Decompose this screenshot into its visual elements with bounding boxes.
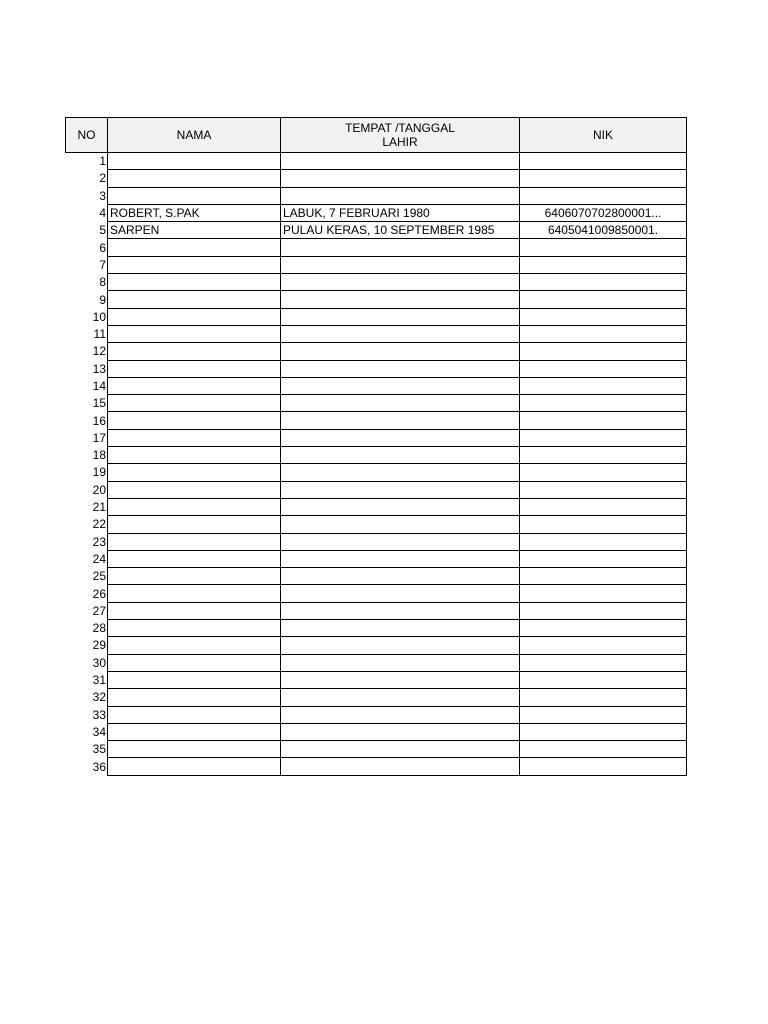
cell-nama[interactable] — [108, 464, 281, 481]
cell-nama[interactable] — [108, 274, 281, 291]
table-row — [66, 274, 687, 291]
cell-tempat-tanggal-lahir[interactable]: LABUK, 7 FEBRUARI 1980 — [281, 204, 520, 221]
table-row — [66, 447, 687, 464]
table-row — [66, 533, 687, 550]
cell-tempat-tanggal-lahir[interactable] — [281, 585, 520, 602]
cell-nama[interactable] — [108, 516, 281, 533]
row-number: 20 — [92, 482, 106, 497]
row-number: 30 — [92, 655, 106, 670]
cell-nik[interactable] — [520, 447, 687, 464]
row-number: 35 — [92, 742, 106, 757]
cell-tempat-tanggal-lahir[interactable] — [281, 481, 520, 498]
row-number: 24 — [92, 551, 106, 566]
cell-nik[interactable] — [520, 723, 687, 740]
header-row — [66, 118, 687, 153]
row-number: 36 — [92, 759, 106, 774]
cell-nik[interactable] — [520, 360, 687, 377]
cell-nik[interactable] — [520, 481, 687, 498]
table-row — [66, 222, 687, 239]
table-row — [66, 481, 687, 498]
cell-nik[interactable] — [520, 325, 687, 342]
cell-nama[interactable] — [108, 291, 281, 308]
cell-nama[interactable] — [108, 395, 281, 412]
cell-nik[interactable]: 6405041009850001. — [520, 222, 687, 239]
data-table — [65, 117, 687, 776]
row-number: 31 — [92, 673, 106, 688]
table-row — [66, 256, 687, 273]
cell-nik[interactable] — [520, 274, 687, 291]
table-body — [66, 153, 687, 776]
row-number: 29 — [92, 638, 106, 653]
cell-nama[interactable] — [108, 239, 281, 256]
cell-nama[interactable] — [108, 689, 281, 706]
row-number: 11 — [93, 327, 106, 342]
row-number: 26 — [92, 586, 106, 601]
row-number: 15 — [92, 396, 106, 411]
cell-nik[interactable] — [520, 689, 687, 706]
cell-nik[interactable] — [520, 377, 687, 394]
header-nama: NAMA — [108, 118, 281, 153]
row-number: 19 — [92, 465, 106, 480]
cell-nik[interactable] — [520, 654, 687, 671]
table-row — [66, 395, 687, 412]
cell-tempat-tanggal-lahir[interactable] — [281, 447, 520, 464]
cell-tempat-tanggal-lahir[interactable] — [281, 291, 520, 308]
cell-nik[interactable] — [520, 602, 687, 619]
row-number: 9 — [99, 292, 106, 307]
cell-nik[interactable] — [520, 239, 687, 256]
table-row — [66, 550, 687, 567]
row-number: 2 — [99, 171, 106, 186]
row-number: 32 — [92, 690, 106, 705]
cell-nik[interactable] — [520, 706, 687, 723]
cell-nama[interactable] — [108, 360, 281, 377]
cell-nama[interactable] — [108, 325, 281, 342]
cell-nama[interactable] — [108, 498, 281, 515]
cell-nama[interactable] — [108, 256, 281, 273]
row-number: 3 — [99, 188, 106, 203]
cell-nama[interactable] — [108, 758, 281, 775]
table-row — [66, 637, 687, 654]
cell-nama[interactable] — [108, 654, 281, 671]
table-row — [66, 602, 687, 619]
cell-nik[interactable] — [520, 585, 687, 602]
row-number: 12 — [92, 344, 106, 359]
cell-nama[interactable] — [108, 602, 281, 619]
cell-nik[interactable] — [520, 568, 687, 585]
header-ttl-line1: TEMPAT /TANGGAL — [345, 121, 455, 135]
cell-nik[interactable] — [520, 498, 687, 515]
cell-nama[interactable] — [108, 706, 281, 723]
cell-nama[interactable] — [108, 187, 281, 204]
cell-tempat-tanggal-lahir[interactable] — [281, 758, 520, 775]
row-number: 14 — [92, 379, 106, 393]
cell-nik[interactable] — [520, 308, 687, 325]
table-row — [66, 620, 687, 637]
table-row — [66, 758, 687, 775]
table-row — [66, 723, 687, 740]
row-number: 18 — [92, 448, 106, 463]
cell-nik[interactable]: 6406070702800001... — [520, 204, 687, 221]
cell-nama[interactable] — [108, 568, 281, 585]
cell-nama[interactable] — [108, 671, 281, 688]
cell-tempat-tanggal-lahir[interactable] — [281, 568, 520, 585]
table-row — [66, 516, 687, 533]
cell-tempat-tanggal-lahir[interactable] — [281, 395, 520, 412]
table-row — [66, 170, 687, 187]
table-row — [66, 654, 687, 671]
cell-tempat-tanggal-lahir[interactable] — [281, 654, 520, 671]
cell-nama[interactable] — [108, 550, 281, 567]
cell-tempat-tanggal-lahir[interactable] — [281, 360, 520, 377]
cell-tempat-tanggal-lahir[interactable] — [281, 689, 520, 706]
cell-tempat-tanggal-lahir[interactable] — [281, 153, 520, 170]
cell-tempat-tanggal-lahir[interactable]: PULAU KERAS, 10 SEPTEMBER 1985 — [281, 222, 520, 239]
cell-nama[interactable]: ROBERT, S.PAK — [108, 204, 281, 221]
row-number: 21 — [92, 500, 106, 515]
row-number: 33 — [92, 707, 106, 722]
table-row — [66, 429, 687, 446]
cell-tempat-tanggal-lahir[interactable] — [281, 239, 520, 256]
cell-tempat-tanggal-lahir[interactable] — [281, 620, 520, 637]
cell-nik[interactable] — [520, 464, 687, 481]
cell-nik[interactable] — [520, 637, 687, 654]
row-number: 28 — [92, 621, 106, 636]
row-number: 4 — [99, 206, 106, 221]
row-number: 7 — [99, 257, 106, 272]
row-number: 10 — [92, 309, 106, 324]
cell-nik[interactable] — [520, 291, 687, 308]
table-row — [66, 343, 687, 360]
cell-nama[interactable] — [108, 343, 281, 360]
cell-tempat-tanggal-lahir[interactable] — [281, 516, 520, 533]
cell-tempat-tanggal-lahir[interactable] — [281, 187, 520, 204]
header-ttl-line2: LAHIR — [382, 135, 418, 149]
cell-nama[interactable] — [108, 741, 281, 758]
cell-tempat-tanggal-lahir[interactable] — [281, 412, 520, 429]
cell-nama[interactable] — [108, 620, 281, 637]
cell-nama[interactable] — [108, 412, 281, 429]
cell-nama[interactable] — [108, 585, 281, 602]
cell-nik[interactable] — [520, 533, 687, 550]
cell-nik[interactable] — [520, 516, 687, 533]
cell-tempat-tanggal-lahir[interactable] — [281, 429, 520, 446]
table-row — [66, 585, 687, 602]
cell-nik[interactable] — [520, 741, 687, 758]
cell-tempat-tanggal-lahir[interactable] — [281, 637, 520, 654]
cell-tempat-tanggal-lahir[interactable] — [281, 533, 520, 550]
table-row — [66, 412, 687, 429]
cell-nik[interactable] — [520, 550, 687, 567]
table-row — [66, 568, 687, 585]
cell-tempat-tanggal-lahir[interactable] — [281, 602, 520, 619]
header-tempat-tanggal-lahir — [281, 118, 520, 153]
cell-nama[interactable] — [108, 637, 281, 654]
cell-nik[interactable] — [520, 671, 687, 688]
cell-nama[interactable] — [108, 533, 281, 550]
row-number: 25 — [92, 569, 106, 584]
cell-nama[interactable] — [108, 153, 281, 170]
row-number: 17 — [92, 430, 106, 445]
cell-nik[interactable] — [520, 429, 687, 446]
cell-nik[interactable] — [520, 187, 687, 204]
table-row — [66, 325, 687, 342]
cell-tempat-tanggal-lahir[interactable] — [281, 308, 520, 325]
cell-nik[interactable] — [520, 256, 687, 273]
cell-nik[interactable] — [520, 412, 687, 429]
cell-nama[interactable]: SARPEN — [108, 222, 281, 239]
row-number: 27 — [92, 603, 106, 618]
cell-tempat-tanggal-lahir[interactable] — [281, 274, 520, 291]
row-number: 13 — [92, 361, 106, 376]
table-row — [66, 689, 687, 706]
row-number: 23 — [92, 534, 106, 549]
cell-tempat-tanggal-lahir[interactable] — [281, 464, 520, 481]
cell-tempat-tanggal-lahir[interactable] — [281, 325, 520, 342]
cell-nik[interactable] — [520, 153, 687, 170]
row-number: 22 — [92, 517, 106, 532]
table-row — [66, 377, 687, 394]
table-row — [66, 671, 687, 688]
table-row — [66, 741, 687, 758]
cell-tempat-tanggal-lahir[interactable] — [281, 550, 520, 567]
cell-nama[interactable] — [108, 481, 281, 498]
row-number: 16 — [92, 413, 106, 428]
cell-nama[interactable] — [108, 170, 281, 187]
cell-nama[interactable] — [108, 447, 281, 464]
row-number: 34 — [92, 724, 106, 739]
table-row — [66, 204, 687, 221]
cell-tempat-tanggal-lahir[interactable] — [281, 671, 520, 688]
cell-nama[interactable] — [108, 723, 281, 740]
cell-nama[interactable] — [108, 377, 281, 394]
table-row — [66, 239, 687, 256]
cell-nama[interactable] — [108, 308, 281, 325]
cell-tempat-tanggal-lahir[interactable] — [281, 498, 520, 515]
header-nik: NIK — [520, 118, 687, 153]
cell-nik[interactable] — [520, 395, 687, 412]
table-row — [66, 706, 687, 723]
table-row — [66, 291, 687, 308]
cell-tempat-tanggal-lahir[interactable] — [281, 170, 520, 187]
cell-tempat-tanggal-lahir[interactable] — [281, 723, 520, 740]
cell-tempat-tanggal-lahir[interactable] — [281, 741, 520, 758]
row-number: 6 — [99, 240, 106, 255]
cell-nik[interactable] — [520, 343, 687, 360]
table-row — [66, 308, 687, 325]
row-number: 5 — [99, 223, 106, 238]
cell-nik[interactable] — [520, 758, 687, 775]
cell-nama[interactable] — [108, 429, 281, 446]
cell-tempat-tanggal-lahir[interactable] — [281, 343, 520, 360]
header-no: NO — [66, 118, 108, 153]
cell-nik[interactable] — [520, 170, 687, 187]
row-number: 8 — [99, 275, 106, 290]
cell-tempat-tanggal-lahir[interactable] — [281, 706, 520, 723]
cell-tempat-tanggal-lahir[interactable] — [281, 256, 520, 273]
cell-tempat-tanggal-lahir[interactable] — [281, 377, 520, 394]
cell-nik[interactable] — [520, 620, 687, 637]
table-row — [66, 498, 687, 515]
table-row — [66, 153, 687, 170]
table-row — [66, 360, 687, 377]
table-row — [66, 187, 687, 204]
row-number: 1 — [99, 154, 106, 169]
table-row — [66, 464, 687, 481]
